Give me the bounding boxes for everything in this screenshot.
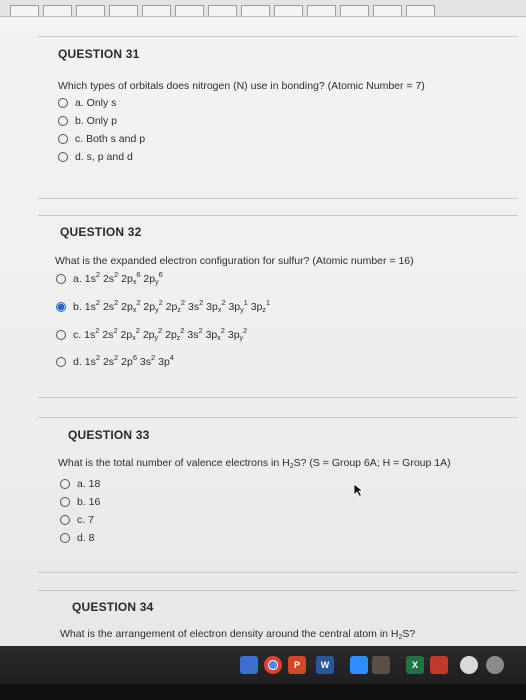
radio-button[interactable]	[60, 497, 70, 507]
radio-button[interactable]	[56, 274, 66, 284]
q32-option-a[interactable]	[56, 270, 163, 286]
option-label: b. 16	[77, 496, 101, 508]
q31-option-b[interactable]	[58, 115, 117, 127]
camera-icon[interactable]	[460, 656, 478, 674]
option-letter: d.	[73, 356, 82, 368]
pager-button[interactable]	[43, 5, 72, 16]
q32-option-c[interactable]	[56, 326, 248, 342]
presentation-icon[interactable]	[430, 656, 448, 674]
question-32-answer-divider	[38, 397, 518, 398]
question-33-answer-divider	[38, 572, 518, 573]
files-icon[interactable]	[240, 656, 258, 674]
question-33-text	[58, 457, 451, 470]
pager-button[interactable]	[307, 5, 336, 16]
question-31-answer-divider	[38, 198, 518, 199]
radio-button[interactable]	[60, 479, 70, 489]
q31-option-d[interactable]	[58, 151, 133, 163]
question-31-title: QUESTION 31	[58, 47, 140, 61]
radio-button[interactable]	[58, 116, 68, 126]
question-33-title: QUESTION 33	[68, 428, 150, 442]
q33-text-suffix: S? (S = Group 6A; H = Group 1A)	[293, 457, 451, 469]
question-32-divider	[38, 215, 518, 216]
pager-button[interactable]	[340, 5, 369, 16]
option-label: c. 7	[77, 514, 94, 526]
powerpoint-icon[interactable]: P	[288, 656, 306, 674]
pager-button[interactable]	[373, 5, 402, 16]
pager-button[interactable]	[175, 5, 204, 16]
q33-text-sub: 2	[289, 463, 294, 470]
option-letter: c.	[73, 329, 82, 341]
option-label: c. Both s and p	[75, 133, 146, 145]
q31-option-c[interactable]	[58, 133, 145, 145]
pager-button[interactable]	[208, 5, 237, 16]
option-label: b. Only p	[75, 115, 118, 127]
radio-button[interactable]	[60, 515, 70, 525]
question-pager	[0, 0, 526, 17]
q31-option-a[interactable]	[58, 97, 116, 109]
electron-configuration: $1s^2$ $2s^2$ $2p_x^6$ $2p_y^6$	[84, 270, 163, 286]
option-letter: a.	[73, 273, 82, 285]
q34-text-suffix: S?	[402, 628, 416, 640]
option-label: d. 8	[77, 532, 95, 544]
screen-bezel	[0, 684, 526, 700]
electron-configuration: $1s^2$ $2s^2$ $2p_x^2$ $2p_y^2$ $2p_z^2$ $3s^2$ $3p_x^2$ $3p_y^2$	[84, 326, 248, 342]
word-icon[interactable]: W	[316, 656, 334, 674]
excel-icon[interactable]: X	[406, 656, 424, 674]
question-31-text: Which types of orbitals does nitrogen (N) use in bonding? (Atomic Number = 7)	[58, 80, 425, 92]
option-letter: b.	[73, 301, 82, 313]
question-34-divider	[38, 590, 518, 591]
settings-icon[interactable]	[486, 656, 504, 674]
question-34-title: QUESTION 34	[72, 600, 154, 614]
chrome-icon[interactable]	[264, 656, 282, 674]
electron-configuration: $1s^2$ $2s^2$ $2p^6$ $3s^2$ $3p^4$	[84, 353, 174, 368]
q33-option-c[interactable]	[60, 514, 94, 526]
question-32-title: QUESTION 32	[60, 225, 142, 239]
pager-button[interactable]	[109, 5, 138, 16]
pager-button[interactable]	[406, 5, 435, 16]
pager-button[interactable]	[241, 5, 270, 16]
q32-option-d[interactable]	[56, 353, 174, 368]
radio-button-selected[interactable]	[56, 302, 66, 312]
question-31-divider	[38, 36, 518, 37]
mouse-cursor-icon	[353, 483, 365, 497]
radio-button[interactable]	[58, 152, 68, 162]
pager-button[interactable]	[142, 5, 171, 16]
q34-text-prefix: What is the arrangement of electron density around the central atom in H	[60, 628, 399, 640]
option-label: d. s, p and d	[75, 151, 133, 163]
option-label: a. Only s	[75, 97, 117, 109]
radio-button[interactable]	[58, 134, 68, 144]
q34-text-sub: 2	[398, 634, 403, 641]
q33-option-d[interactable]	[60, 532, 95, 544]
teacher-icon[interactable]	[372, 656, 390, 674]
radio-button[interactable]	[56, 330, 66, 340]
question-32-text: What is the expanded electron configuration for sulfur? (Atomic number = 16)	[55, 255, 414, 267]
zoom-icon[interactable]	[350, 656, 368, 674]
question-34-text	[60, 628, 415, 641]
radio-button[interactable]	[56, 357, 66, 367]
pager-button[interactable]	[274, 5, 303, 16]
pager-button[interactable]	[76, 5, 105, 16]
question-33-divider	[38, 417, 518, 418]
q33-option-b[interactable]	[60, 496, 100, 508]
q33-option-a[interactable]	[60, 478, 100, 490]
q33-text-prefix: What is the total number of valence electrons in H	[58, 457, 290, 469]
electron-configuration: $1s^2$ $2s^2$ $2p_x^2$ $2p_y^2$ $2p_z^2$ $3s^2$ $3p_x^2$ $3p_y^1$ $3p_z^1$	[84, 298, 271, 314]
radio-button[interactable]	[60, 533, 70, 543]
radio-button[interactable]	[58, 98, 68, 108]
option-label: a. 18	[77, 478, 101, 490]
pager-button[interactable]	[10, 5, 39, 16]
q32-option-b[interactable]	[56, 298, 271, 314]
